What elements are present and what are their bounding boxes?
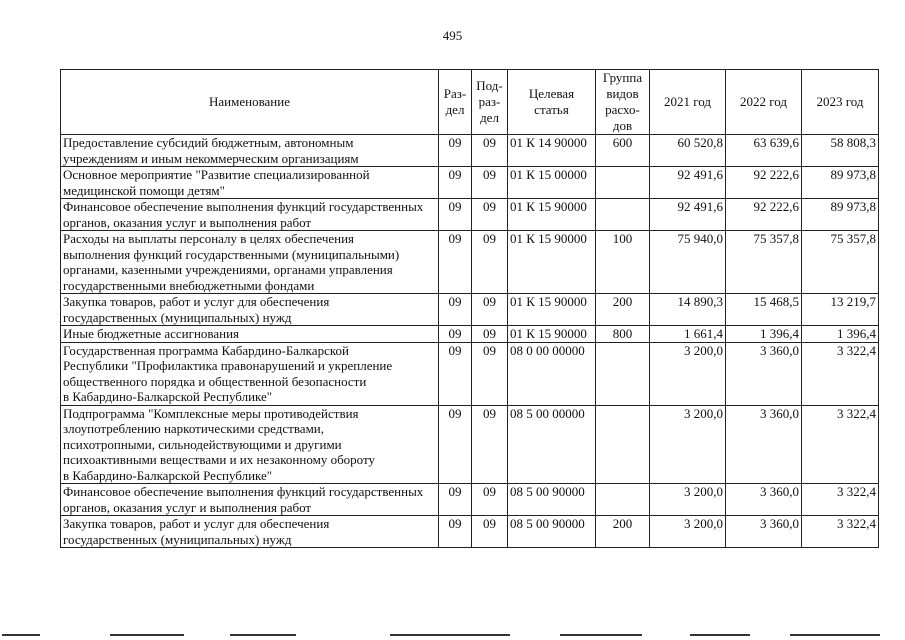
row-2021: 60 520,8 <box>650 135 726 167</box>
table-header-row <box>61 70 879 135</box>
scan-artifact <box>2 634 40 636</box>
row-podrazdel: 09 <box>472 342 508 405</box>
row-2022: 3 360,0 <box>726 516 802 548</box>
row-2023: 3 322,4 <box>802 405 879 484</box>
header-razdel: Раз- дел <box>439 70 472 135</box>
header-2022: 2022 год <box>726 70 802 135</box>
row-group <box>596 405 650 484</box>
row-target: 01 К 15 90000 <box>508 294 596 326</box>
row-2022: 92 222,6 <box>726 199 802 231</box>
row-razdel: 09 <box>439 516 472 548</box>
row-2021: 75 940,0 <box>650 231 726 294</box>
row-razdel: 09 <box>439 484 472 516</box>
row-target: 01 К 15 00000 <box>508 167 596 199</box>
row-2023: 3 322,4 <box>802 516 879 548</box>
table-body <box>61 135 879 548</box>
row-name: Государственная программа Кабардино-Балкарской Республики "Профилактика правонарушений и укрепление общественного порядка и общественной безопасности в Кабардино-Балкарской Республике" <box>61 342 439 405</box>
header-2021: 2021 год <box>650 70 726 135</box>
row-razdel: 09 <box>439 342 472 405</box>
row-name: Финансовое обеспечение выполнения функций государственных органов, оказания услуг и выполнения работ <box>61 484 439 516</box>
row-name: Закупка товаров, работ и услуг для обеспечения государственных (муниципальных) нужд <box>61 516 439 548</box>
row-2023: 58 808,3 <box>802 135 879 167</box>
row-name: Подпрограмма "Комплексные меры противодействия злоупотреблению наркотическими средствами, психотропными, сильнодействующими и другими психоактивными веществами и их незаконному обороту в Кабардино-Балкарской Республике" <box>61 405 439 484</box>
scan-artifact <box>390 634 510 636</box>
row-name: Закупка товаров, работ и услуг для обеспечения государственных (муниципальных) нужд <box>61 294 439 326</box>
row-2022: 92 222,6 <box>726 167 802 199</box>
row-razdel: 09 <box>439 326 472 343</box>
row-2021: 3 200,0 <box>650 484 726 516</box>
row-2022: 1 396,4 <box>726 326 802 343</box>
scan-artifact <box>110 634 184 636</box>
scan-artifact <box>690 634 750 636</box>
budget-table <box>60 69 879 548</box>
row-group <box>596 199 650 231</box>
row-target: 08 0 00 00000 <box>508 342 596 405</box>
row-group: 200 <box>596 294 650 326</box>
row-podrazdel: 09 <box>472 167 508 199</box>
row-2023: 3 322,4 <box>802 342 879 405</box>
row-name: Финансовое обеспечение выполнения функций государственных органов, оказания услуг и выполнения работ <box>61 199 439 231</box>
row-group <box>596 167 650 199</box>
header-2023: 2023 год <box>802 70 879 135</box>
table-row <box>61 167 879 199</box>
row-2022: 3 360,0 <box>726 342 802 405</box>
row-podrazdel: 09 <box>472 484 508 516</box>
table-row <box>61 135 879 167</box>
row-2022: 3 360,0 <box>726 405 802 484</box>
row-target: 08 5 00 90000 <box>508 484 596 516</box>
row-razdel: 09 <box>439 405 472 484</box>
scan-artifact <box>230 634 296 636</box>
row-group <box>596 484 650 516</box>
table-row <box>61 484 879 516</box>
scan-artifact <box>790 634 880 636</box>
row-target: 01 К 15 90000 <box>508 326 596 343</box>
row-group: 200 <box>596 516 650 548</box>
row-target: 01 К 15 90000 <box>508 231 596 294</box>
row-target: 01 К 14 90000 <box>508 135 596 167</box>
row-name: Основное мероприятие "Развитие специализированной медицинской помощи детям" <box>61 167 439 199</box>
table-row <box>61 294 879 326</box>
row-razdel: 09 <box>439 135 472 167</box>
row-2023: 13 219,7 <box>802 294 879 326</box>
row-podrazdel: 09 <box>472 405 508 484</box>
row-2021: 1 661,4 <box>650 326 726 343</box>
row-2021: 3 200,0 <box>650 405 726 484</box>
row-2021: 92 491,6 <box>650 167 726 199</box>
row-2021: 92 491,6 <box>650 199 726 231</box>
row-group <box>596 342 650 405</box>
row-2023: 75 357,8 <box>802 231 879 294</box>
row-podrazdel: 09 <box>472 135 508 167</box>
header-group: Группа видов расхо- дов <box>596 70 650 135</box>
row-2022: 75 357,8 <box>726 231 802 294</box>
row-podrazdel: 09 <box>472 326 508 343</box>
row-name: Предоставление субсидий бюджетным, автономным учреждениям и иным некоммерческим организациям <box>61 135 439 167</box>
header-name: Наименование <box>61 70 439 135</box>
row-group: 100 <box>596 231 650 294</box>
header-target: Целевая статья <box>508 70 596 135</box>
row-podrazdel: 09 <box>472 294 508 326</box>
row-2023: 89 973,8 <box>802 167 879 199</box>
table-row <box>61 516 879 548</box>
row-2023: 3 322,4 <box>802 484 879 516</box>
row-podrazdel: 09 <box>472 516 508 548</box>
table-row <box>61 326 879 343</box>
row-2022: 15 468,5 <box>726 294 802 326</box>
row-2023: 89 973,8 <box>802 199 879 231</box>
table-row <box>61 199 879 231</box>
row-target: 01 К 15 90000 <box>508 199 596 231</box>
header-podrazdel: Под- раз- дел <box>472 70 508 135</box>
row-razdel: 09 <box>439 231 472 294</box>
row-target: 08 5 00 90000 <box>508 516 596 548</box>
row-podrazdel: 09 <box>472 231 508 294</box>
page-number: 495 <box>442 28 463 43</box>
row-2023: 1 396,4 <box>802 326 879 343</box>
row-razdel: 09 <box>439 199 472 231</box>
table-row <box>61 231 879 294</box>
table-row <box>61 342 879 405</box>
row-2021: 14 890,3 <box>650 294 726 326</box>
row-name: Расходы на выплаты персоналу в целях обеспечения выполнения функций государственными (муниципальными) органами, казенными учреждениями, органами управления государственными внебюджетными фондами <box>61 231 439 294</box>
row-podrazdel: 09 <box>472 199 508 231</box>
row-2021: 3 200,0 <box>650 342 726 405</box>
row-group: 800 <box>596 326 650 343</box>
row-razdel: 09 <box>439 167 472 199</box>
row-target: 08 5 00 00000 <box>508 405 596 484</box>
row-name: Иные бюджетные ассигнования <box>61 326 439 343</box>
row-2022: 3 360,0 <box>726 484 802 516</box>
table-row <box>61 405 879 484</box>
row-razdel: 09 <box>439 294 472 326</box>
row-2022: 63 639,6 <box>726 135 802 167</box>
row-2021: 3 200,0 <box>650 516 726 548</box>
row-group: 600 <box>596 135 650 167</box>
scan-artifact <box>560 634 642 636</box>
